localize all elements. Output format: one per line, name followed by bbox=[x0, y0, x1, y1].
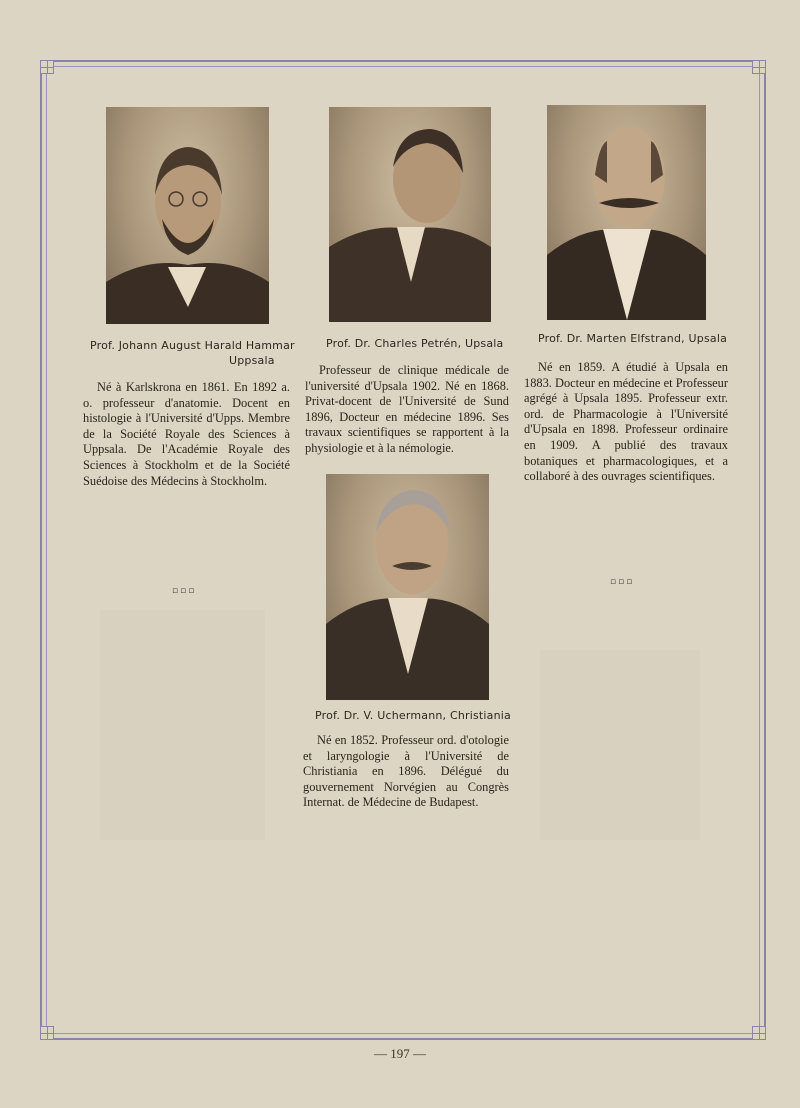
ornament-right: ▫▫▫ bbox=[610, 577, 635, 587]
bio-hammar-text: Né à Karlskrona en 1861. En 1892 a. o. professeur d'anatomie. Docent en histologie à l'Université d'Upps. Membre de la Société Royale des Sciences à Uppsala. De l'Académie Royale des Sciences à Stockholm et de la Société Suédoise des Médecins à Stockholm. bbox=[83, 380, 290, 488]
portrait-elfstrand bbox=[547, 105, 706, 320]
corner-ornament-top-left bbox=[40, 60, 54, 74]
caption-uchermann: Prof. Dr. V. Uchermann, Christiania bbox=[315, 709, 511, 722]
portrait-petren bbox=[329, 107, 491, 322]
bio-elfstrand-text: Né en 1859. A étudié à Upsala en 1883. Docteur en médecine et Professeur agrégé à Upsala 1895. Professeur extr. ord. de Pharmacologie à l'Université d'Upsala en 1898. Professeur ordinaire en 1909. A publié des travaux botaniques et pharmacologiques, et a collaboré à des ouvrages scientifiques. bbox=[524, 360, 728, 484]
ornament-left: ▫▫▫ bbox=[172, 586, 197, 596]
caption-hammar-city: Uppsala bbox=[229, 354, 275, 367]
page-number: — 197 — bbox=[374, 1046, 426, 1061]
bio-elfstrand bbox=[524, 360, 728, 485]
corner-ornament-top-right bbox=[752, 60, 766, 74]
bio-uchermann bbox=[303, 733, 509, 811]
bio-petren-text: Professeur de clinique médicale de l'université d'Upsala 1902. Né en 1868. Privat-docent de l'Université de Sund 1896, Docteur en médecine 1896. Ses travaux scientifiques se rapportent à la physiologie et à la némologie. bbox=[305, 363, 509, 455]
bleed-through-left bbox=[100, 610, 265, 840]
bio-hammar bbox=[83, 380, 290, 489]
corner-ornament-bottom-right bbox=[752, 1026, 766, 1040]
caption-elfstrand: Prof. Dr. Marten Elfstrand, Upsala bbox=[538, 332, 728, 345]
corner-ornament-bottom-left bbox=[40, 1026, 54, 1040]
bio-petren bbox=[305, 363, 509, 457]
bio-uchermann-text: Né en 1852. Professeur ord. d'otologie et laryngologie à l'Université de Christiania en 1896. Délégué du gouvernement Norvégien au Congrès Internat. de Médecine de Budapest. bbox=[303, 733, 509, 810]
portrait-uchermann bbox=[326, 474, 489, 700]
caption-hammar-name: Prof. Johann August Harald Hammar bbox=[90, 339, 295, 352]
portrait-hammar bbox=[106, 107, 269, 324]
caption-petren: Prof. Dr. Charles Petrén, Upsala bbox=[326, 337, 504, 350]
bleed-through-right bbox=[540, 650, 700, 840]
